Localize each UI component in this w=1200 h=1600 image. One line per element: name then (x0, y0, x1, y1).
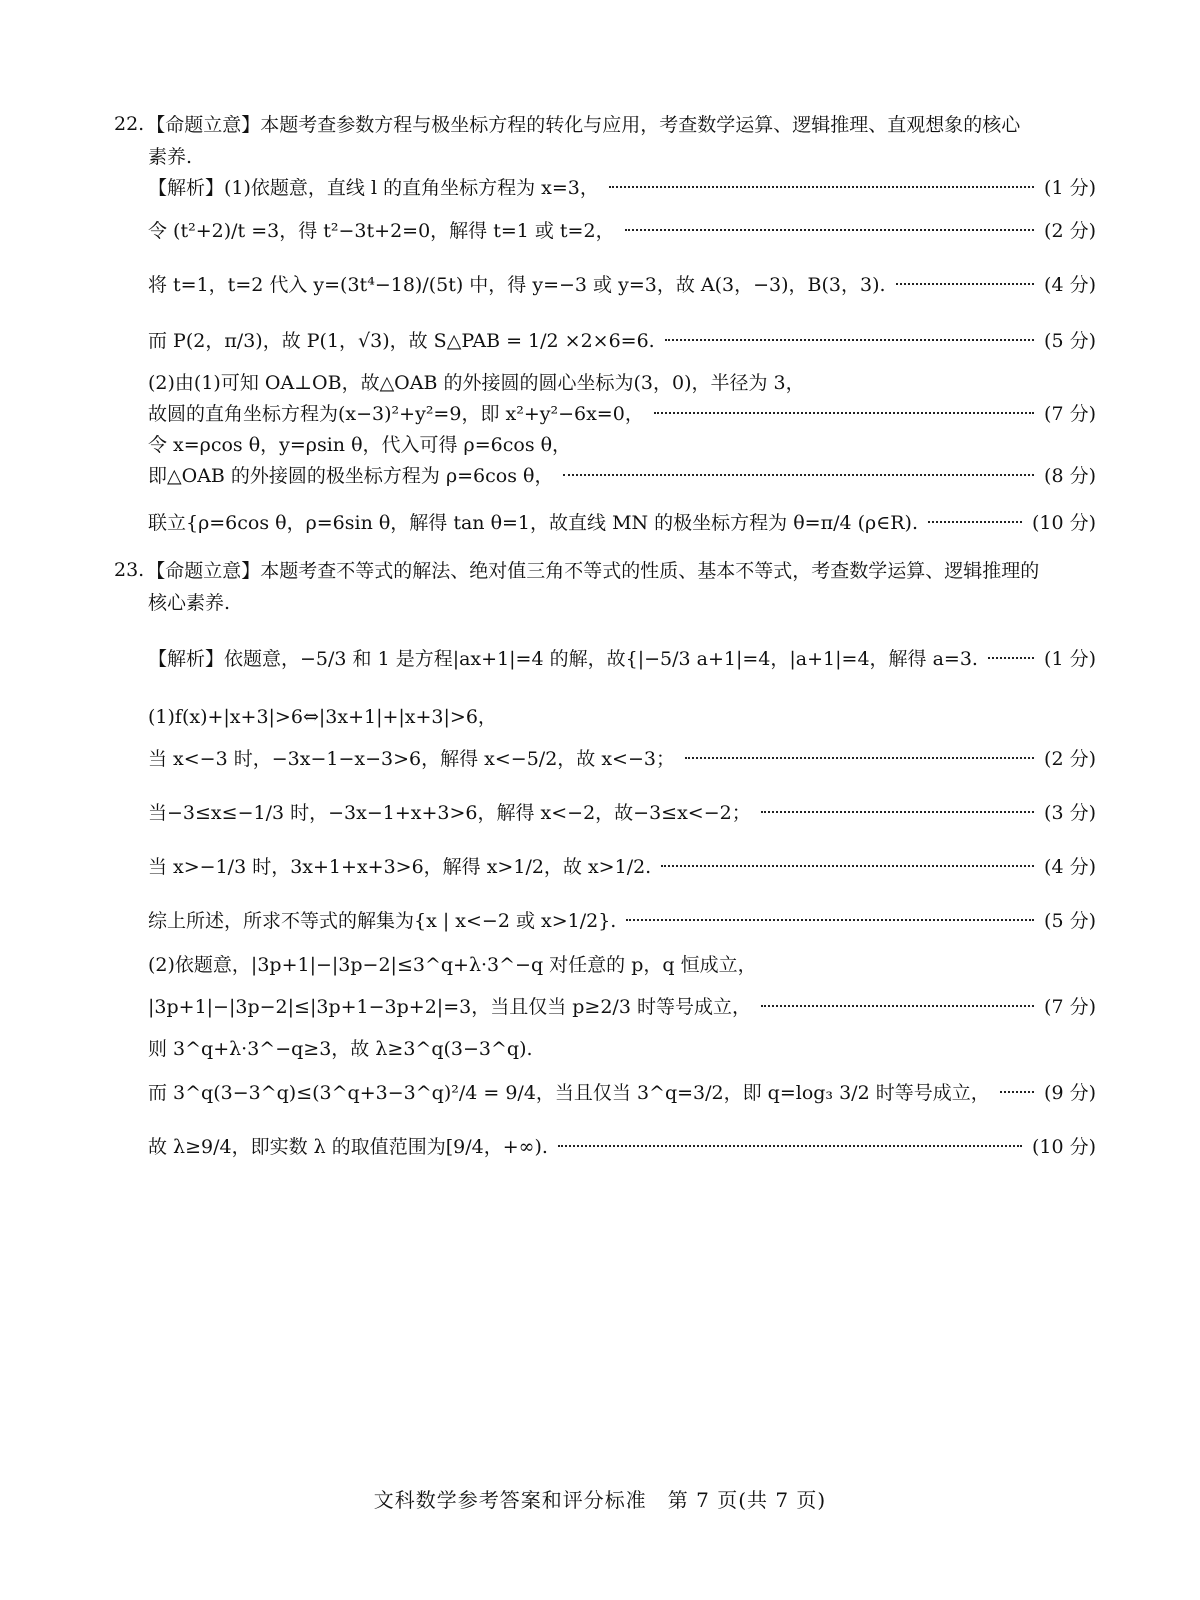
q23-number: 23. (114, 558, 145, 581)
score-label: (4 分) (1044, 856, 1096, 878)
score-label: (5 分) (1044, 910, 1096, 932)
solution-text: 综上所述，所求不等式的解集为{x | x<−2 或 x>1/2}. (148, 910, 617, 932)
score-label: (3 分) (1044, 802, 1096, 824)
q22-solution-line (148, 326, 1096, 353)
score-label: (9 分) (1044, 1082, 1096, 1104)
score-label: (10 分) (1031, 512, 1096, 534)
score-label: (2 分) (1044, 220, 1096, 242)
q22-intro-line1 (114, 110, 1096, 137)
q23-solution-line (148, 1132, 1096, 1159)
page-footer: 文科数学参考答案和评分标准 第 7 页(共 7 页) (373, 1488, 827, 1512)
solution-text: 【解析】依题意，−5/3 和 1 是方程|ax+1|=4 的解，故{|−5/3 a+1|=4，|a+1|=4，解得 a=3. (148, 648, 978, 670)
q23-intro-text: 【命题立意】本题考查不等式的解法、绝对值三角不等式的性质、基本不等式，考查数学运算、逻辑推理的 (146, 560, 1040, 582)
q23-intro-text-2: 核心素养. (148, 592, 231, 614)
solution-text: 当 x<−3 时，−3x−1−x−3>6，解得 x<−5/2，故 x<−3； (148, 748, 675, 770)
q22-solution-line (148, 216, 1096, 243)
q23-solution-line (148, 798, 1096, 825)
leader-dots (761, 811, 1034, 813)
solution-text: 将 t=1，t=2 代入 y=(3t⁴−18)/(5t) 中，得 y=−3 或 y=3，故 A(3，−3)，B(3，3). (148, 274, 886, 296)
leader-dots (685, 757, 1034, 759)
q23-solution-line (148, 906, 1096, 933)
solution-text: |3p+1|−|3p−2|≤|3p+1−3p+2|=3，当且仅当 p≥2/3 时等号成立， (148, 996, 751, 1018)
solution-text: 故圆的直角坐标方程为(x−3)²+y²=9，即 x²+y²−6x=0， (148, 403, 644, 425)
leader-dots (1000, 1091, 1034, 1093)
q23-solution-line (148, 992, 1096, 1019)
leader-dots (896, 283, 1035, 285)
leader-dots (654, 412, 1034, 414)
q23-intro-line2 (148, 588, 1096, 615)
score-label: (7 分) (1044, 403, 1096, 425)
leader-dots (665, 339, 1034, 341)
q23-solution-line (148, 1078, 1096, 1105)
solution-text: (2)由(1)可知 OA⊥OB，故△OAB 的外接圆的圆心坐标为(3，0)，半径为 3， (148, 372, 805, 394)
leader-dots (988, 657, 1034, 659)
solution-text: 则 3^q+λ·3^−q≥3，故 λ≥3^q(3−3^q). (148, 1038, 533, 1060)
q22-solution-line (148, 430, 1096, 457)
score-label: (10 分) (1031, 1136, 1096, 1158)
q22-number: 22. (114, 112, 145, 135)
q23-solution-line (148, 1034, 1096, 1061)
solution-text: 而 P(2，π/3)，故 P(1，√3)，故 S△PAB = 1/2 ×2×6=6. (148, 330, 655, 352)
leader-dots (563, 474, 1034, 476)
leader-dots (928, 521, 1022, 523)
q23-solution-line (148, 702, 1096, 729)
solution-text: 故 λ≥9/4，即实数 λ 的取值范围为[9/4，+∞). (148, 1136, 548, 1158)
solution-text: 而 3^q(3−3^q)≤(3^q+3−3^q)²/4 = 9/4，当且仅当 3^q=3/2，即 q=log₃ 3/2 时等号成立， (148, 1082, 990, 1104)
solution-text: 令 (t²+2)/t =3，得 t²−3t+2=0，解得 t=1 或 t=2， (148, 220, 615, 242)
score-label: (7 分) (1044, 996, 1096, 1018)
leader-dots (609, 186, 1034, 188)
solution-text: (1)f(x)+|x+3|>6⇔|3x+1|+|x+3|>6， (148, 706, 497, 728)
q22-solution-line (148, 508, 1096, 535)
q23-solution-line (148, 950, 1096, 977)
q22-intro-text-2: 素养. (148, 146, 193, 168)
solution-text: 联立{ρ=6cos θ，ρ=6sin θ，解得 tan θ=1，故直线 MN 的极坐标方程为 θ=π/4 (ρ∈R). (148, 512, 919, 534)
score-label: (8 分) (1044, 465, 1096, 487)
q23-solution-line (148, 744, 1096, 771)
leader-dots (625, 229, 1034, 231)
solution-text: 当 x>−1/3 时，3x+1+x+3>6，解得 x>1/2，故 x>1/2. (148, 856, 652, 878)
solution-text: 即△OAB 的外接圆的极坐标方程为 ρ=6cos θ， (148, 465, 554, 487)
solution-text: 当−3≤x≤−1/3 时，−3x−1+x+3>6，解得 x<−2，故−3≤x<−2； (148, 802, 751, 824)
q22-solution-line (148, 399, 1096, 426)
score-label: (1 分) (1044, 177, 1096, 199)
q23-intro-line1 (114, 556, 1096, 583)
leader-dots (558, 1145, 1022, 1147)
score-label: (1 分) (1044, 648, 1096, 670)
solution-text: 令 x=ρcos θ，y=ρsin θ，代入可得 ρ=6cos θ， (148, 434, 572, 456)
q22-solution-line (148, 461, 1096, 488)
score-label: (2 分) (1044, 748, 1096, 770)
q22-solution-line (148, 173, 1096, 200)
q23-solution-line (148, 852, 1096, 879)
q22-intro-text: 【命题立意】本题考查参数方程与极坐标方程的转化与应用，考查数学运算、逻辑推理、直观想象的核心 (146, 114, 1021, 136)
q22-solution-line (148, 270, 1096, 297)
leader-dots (661, 865, 1034, 867)
leader-dots (626, 919, 1034, 921)
q22-solution-line (148, 368, 1096, 395)
solution-text: (2)依题意，|3p+1|−|3p−2|≤3^q+λ·3^−q 对任意的 p，q 恒成立， (148, 954, 757, 976)
score-label: (4 分) (1044, 274, 1096, 296)
leader-dots (761, 1005, 1034, 1007)
solution-text: 【解析】(1)依题意，直线 l 的直角坐标方程为 x=3， (148, 177, 599, 199)
score-label: (5 分) (1044, 330, 1096, 352)
q22-intro-line2 (148, 142, 1096, 169)
q23-solution-line (148, 644, 1096, 671)
